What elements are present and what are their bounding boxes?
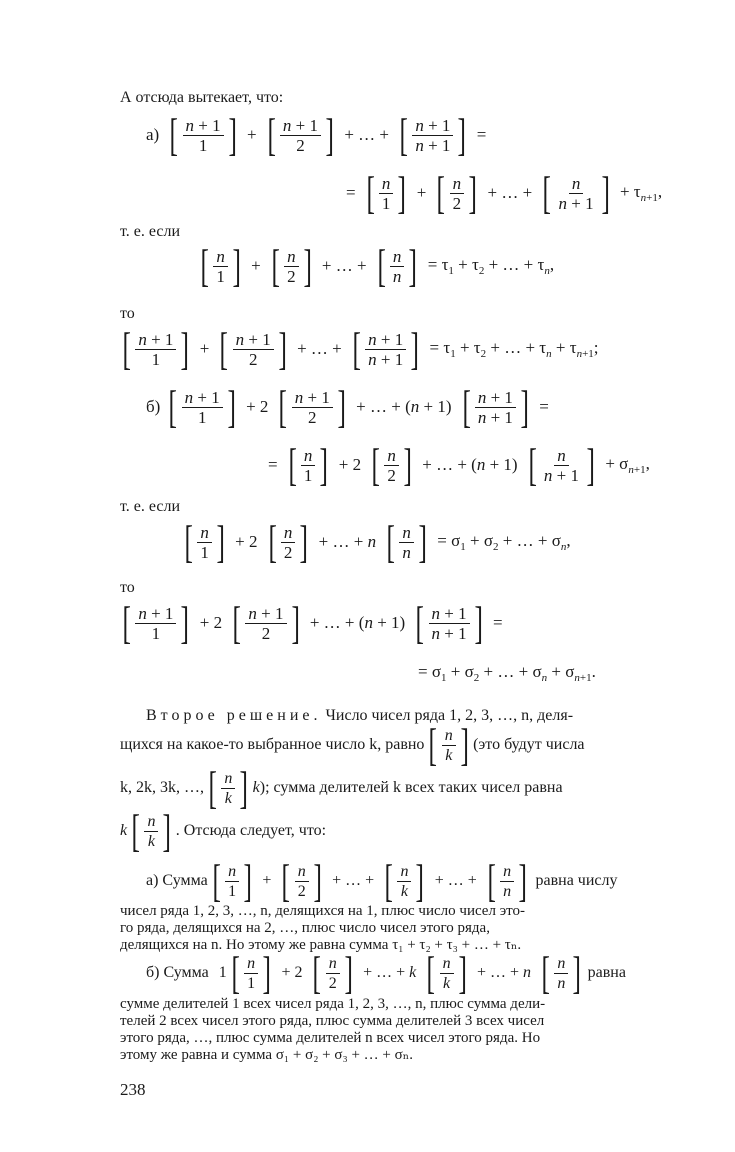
b-tail: равна — [587, 964, 626, 981]
page-number: 238 — [120, 1080, 146, 1099]
a-tail: равна числу — [535, 872, 618, 889]
item-a-label: а) — [146, 125, 160, 144]
equation-a-line1: а) [ $\frac{n + 1}{1}$ ] + [ $\frac{n + 1}{2}$ ] + … + [ $\frac{n + 1}{n + 1}$ ] = — [146, 109, 487, 160]
equation-tau-condition: [ $\frac{n}{1}$ ] + [ $\frac{n}{2}$ ] + … + [ $\frac{n}{n}$ ] = $\tau_1 + \tau_2$ + … + $\tau_n$, — [200, 240, 555, 291]
b-line-5: этому же равна и сумма σ₁ + σ₂ + σ₃ + … + σₙ. — [120, 1047, 413, 1063]
second-solution-heading: Второе решение. — [146, 707, 322, 724]
equation-sigma-condition: [ $\frac{n}{1}$ ] + 2 [ $\frac{n}{2}$ ] + … + n [ $\frac{n}{n}$ ] = $\sigma_1 + \sigma_2$ + … + $\sigma_n$, — [184, 516, 571, 567]
equation-sigma-result-line1: [ $\frac{n + 1}{1}$ ] + 2 [ $\frac{n + 1}{2}$ ] + … + (n + 1) [ $\frac{n + 1}{n + 1}$ ] = — [122, 597, 503, 648]
paragraph-line-3: k, 2k, 3k, …, [ $\frac{n}{k}$ ] k ); сумма делителей k всех таких чисел равна — [120, 762, 563, 813]
te-esli-1: т. е. если — [120, 223, 181, 240]
b-sum-line: б) Сумма 1 [ $\frac{n}{1}$ ] + 2 [ $\frac{n}{2}$ ] + … + k [ $\frac{n}{k}$ ] + … + n [ $\frac{n}{n}$ ] равна — [146, 947, 626, 998]
intro-line: А отсюда вытекает, что: — [120, 89, 284, 106]
paragraph-line-2: щихся на какое-то выбранное число k, равно [ $\frac{n}{k}$ ] (это будут числа — [120, 719, 585, 770]
a-line-3: го ряда, делящихся на 2, …, плюс число чисел этого ряда, — [120, 920, 490, 936]
a-line-4: делящихся на n. Но этому же равна сумма τ₁ + τ₂ + τ₃ + … + τₙ. — [120, 937, 522, 953]
equation-a-line2: = [ $\frac{n}{1}$ ] + [ $\frac{n}{2}$ ] + … + [ $\frac{n}{n + 1}$ ] + $\tau_{n+1}$, — [346, 167, 663, 218]
paragraph-text-2b: (это будут числа — [473, 736, 585, 753]
b-line-3: телей 2 всех чисел этого ряда, плюс сумма делителей 3 всех чисел — [120, 1013, 545, 1029]
a-sum-line: а) Сумма [ $\frac{n}{1}$ ] + [ $\frac{n}{2}$ ] + … + [ $\frac{n}{k}$ ] + … + [ $\frac{n}{n}$ ] равна числу — [146, 855, 618, 906]
to-2: то — [120, 579, 135, 596]
b-line-2: сумме делителей 1 всех чисел ряда 1, 2, 3, …, n, плюс сумма дели- — [120, 996, 546, 1012]
b-line-4: этого ряда, …, плюс сумма делителей n всех чисел этого ряда. Но — [120, 1030, 541, 1046]
equation-b-line1: б) [ $\frac{n + 1}{1}$ ] + 2 [ $\frac{n + 1}{2}$ ] + … + (n + 1) [ $\frac{n + 1}{n + 1}$ ] = — [146, 381, 549, 432]
te-esli-2: т. е. если — [120, 498, 181, 515]
paragraph-text-4: . Отсюда следует, что: — [175, 822, 327, 839]
equation-b-line2: = [ $\frac{n}{1}$ ] + 2 [ $\frac{n}{2}$ ] + … + (n + 1) [ $\frac{n}{n + 1}$ ] + $\sigma_{n+1}$, — [268, 439, 650, 490]
paragraph-line-4: k [ $\frac{n}{k}$ ] . Отсюда следует, что: — [120, 805, 327, 856]
equation-tau-result: [ $\frac{n + 1}{1}$ ] + [ $\frac{n + 1}{2}$ ] + … + [ $\frac{n + 1}{n + 1}$ ] = $\tau_1 + \tau_2$ + … + $\tau_n + \tau_{n+1}$; — [122, 323, 599, 374]
item-b-label: б) — [146, 397, 161, 416]
paragraph-text-3a: k, 2k, 3k, …, — [120, 779, 204, 796]
a-sum-label: а) Сумма — [146, 872, 208, 889]
to-1: то — [120, 305, 135, 322]
paragraph-text-1: Число чисел ряда 1, 2, 3, …, n, деля- — [325, 707, 574, 724]
paragraph-text-3b: ); сумма делителей k всех таких чисел равна — [259, 779, 563, 796]
equation-sigma-result-line2: = $\sigma_1 + \sigma_2$ + … + $\sigma_n + \sigma_{n+1}$. — [418, 662, 596, 684]
b-sum-label: б) Сумма — [146, 964, 209, 981]
paragraph-text-2a: щихся на какое-то выбранное число k, равно — [120, 736, 425, 753]
a-line-2: чисел ряда 1, 2, 3, …, n, делящихся на 1, плюс число чисел это- — [120, 903, 525, 919]
